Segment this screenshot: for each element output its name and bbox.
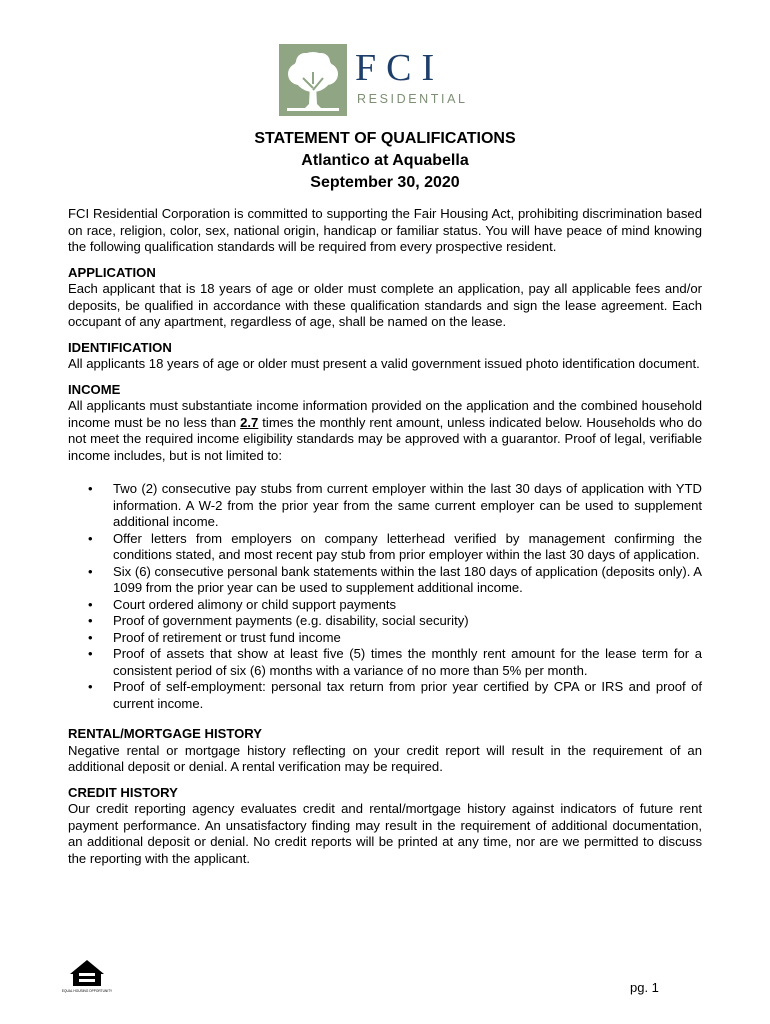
- equal-housing-icon: [61, 956, 113, 996]
- intro-paragraph: FCI Residential Corporation is committed to supporting the Fair Housing Act, prohibiting discrimination based on race, religion, color, sex, national origin, handicap or familiar status. You will have peace of mind knowing the following qualification standards will be required from every prospective resident.: [68, 206, 702, 254]
- list-item: • Offer letters from employers on company letterhead verified by management confirming the conditions stated, and most recent pay stub from prior employer within the last 30 days of application.: [68, 531, 702, 564]
- rental-history-text: Negative rental or mortgage history reflecting on your credit report will result in the requirement of an additional deposit or denial. A rental verification may be required.: [68, 742, 702, 774]
- document-date: September 30, 2020: [310, 174, 460, 191]
- fci-residential-logo: [279, 44, 479, 116]
- income-heading: INCOME: [68, 381, 121, 397]
- list-item: • Two (2) consecutive pay stubs from current employer within the last 30 days of application with YTD information. A W-2 from the prior year from the same current employer can be used to supplement additional income.: [68, 481, 702, 531]
- credit-history-text: Our credit reporting agency evaluates credit and rental/mortgage history against indicators of future rent payment performance. An unsatisfactory finding may result in the requirement of additional documentation, an additional deposit or denial. No credit reports will be printed at any time, nor are we permitted to discuss the reporting with the applicant.: [68, 801, 702, 866]
- rental-history-heading: RENTAL/MORTGAGE HISTORY: [68, 726, 262, 741]
- page-number: pg. 1: [630, 980, 659, 995]
- list-item: • Proof of retirement or trust fund income: [68, 630, 702, 647]
- list-item: • Proof of self-employment: personal tax return from prior year certified by CPA or IRS and proof of current income.: [68, 679, 702, 712]
- income-proof-list: [68, 481, 702, 712]
- document-title: STATEMENT OF QUALIFICATIONS: [254, 130, 516, 147]
- document-body: [68, 206, 702, 867]
- property-name: Atlantico at Aquabella: [301, 152, 469, 169]
- application-text: Each applicant that is 18 years of age or older must complete an application, pay all applicable fees and/or deposits, be qualified in accordance with these qualification standards and sign the lease agreement. Each occupant of any apartment, regardless of age, shall be named on the lease.: [68, 281, 702, 329]
- list-item: • Six (6) consecutive personal bank statements within the last 180 days of application (deposits only). A 1099 from the prior year can be used to supplement additional income.: [68, 564, 702, 597]
- logo-wordmark: FCI: [355, 47, 445, 89]
- application-heading: APPLICATION: [68, 264, 156, 280]
- document-title-block: [0, 128, 770, 194]
- income-multiplier: 2.7: [240, 414, 259, 430]
- income-text: [68, 398, 702, 464]
- logo-subtitle: RESIDENTIAL: [357, 92, 468, 106]
- eho-label: EQUAL HOUSING OPPORTUNITY: [61, 989, 113, 993]
- income-text-before: All applicants must substantiate income information provided on the application and the combined household income must be no less than: [68, 398, 702, 430]
- identification-heading: IDENTIFICATION: [68, 339, 172, 355]
- tree-logo-icon: [279, 44, 347, 116]
- income-text-after: times the monthly rent amount, unless indicated below. Households who do not meet the required income eligibility standards may be approved with a guarantor. Proof of legal, verifiable income includes, but is not limited to:: [68, 414, 702, 463]
- credit-history-heading: CREDIT HISTORY: [68, 784, 178, 800]
- identification-text: All applicants 18 years of age or older must present a valid government issued photo identification document.: [68, 356, 700, 371]
- list-item: • Proof of government payments (e.g. disability, social security): [68, 613, 702, 630]
- list-item: • Court ordered alimony or child support payments: [68, 597, 702, 614]
- list-item: • Proof of assets that show at least five (5) times the monthly rent amount for the lease term for a consistent period of six (6) months with a variance of no more than 5% per month.: [68, 646, 702, 679]
